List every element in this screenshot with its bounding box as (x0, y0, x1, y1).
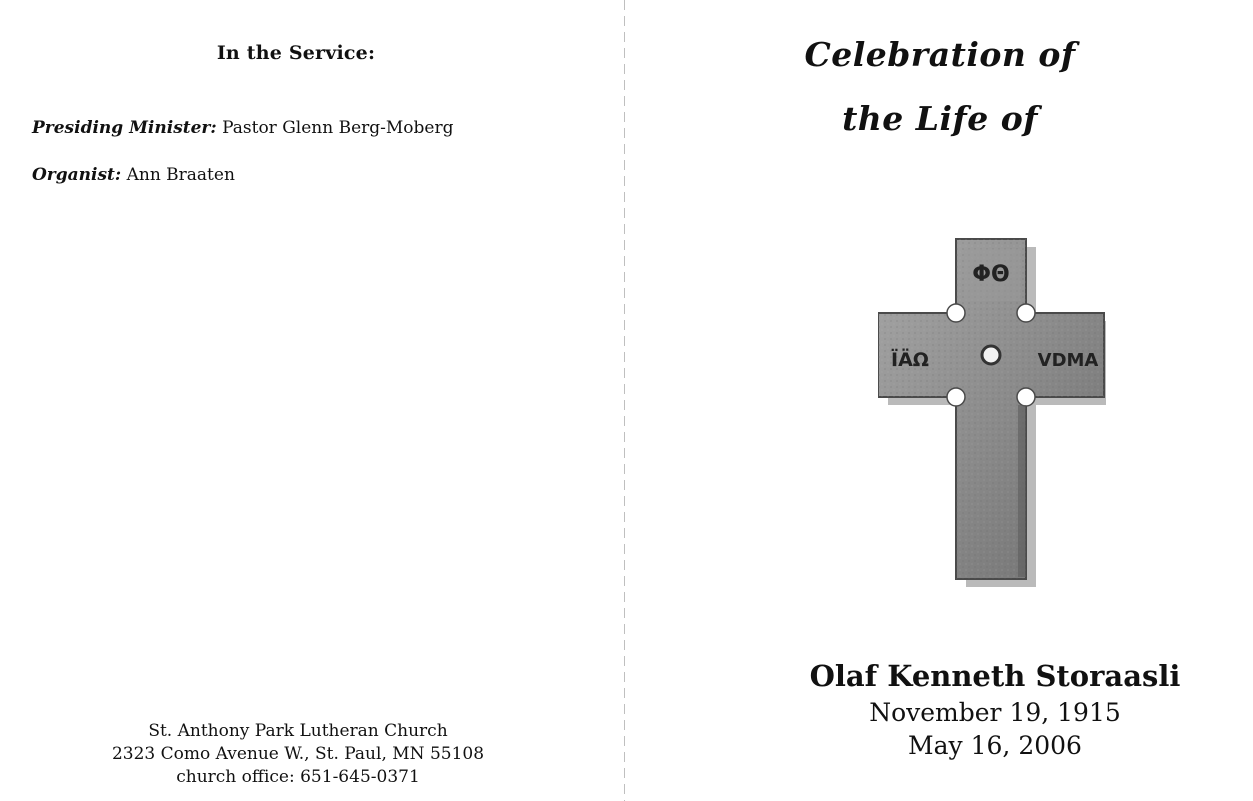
organist-line (32, 165, 235, 185)
deceased-name: Olaf Kenneth Storaasli (809, 659, 1181, 693)
presiding-minister-name: Pastor Glenn Berg-Moberg (222, 118, 454, 138)
right-page (627, 0, 1253, 801)
left-page (0, 0, 624, 801)
cover-title-line-2: the Life of (842, 99, 1038, 138)
presiding-minister-line (32, 118, 454, 138)
cross-inscription-right: VDMA (1037, 350, 1099, 371)
church-office-phone: church office: 651-645-0371 (176, 767, 420, 787)
organist-name: Ann Braaten (126, 165, 235, 185)
cross-icon (878, 235, 1106, 587)
death-date: May 16, 2006 (908, 731, 1082, 760)
cross-inscription-left: ΪÄΩ (891, 349, 929, 371)
center-fold (624, 0, 625, 801)
church-name: St. Anthony Park Lutheran Church (148, 721, 448, 741)
organist-label: Organist: (32, 165, 122, 185)
wooden-cross-image (878, 235, 1106, 587)
service-heading: In the Service: (216, 42, 376, 64)
presiding-minister-label: Presiding Minister: (32, 118, 217, 138)
church-address: 2323 Como Avenue W., St. Paul, MN 55108 (111, 744, 485, 764)
cover-title-line-1: Celebration of (804, 35, 1076, 74)
church-info (0, 720, 596, 789)
cross-inscription-top: ΦΘ (972, 262, 1010, 287)
birth-date: November 19, 1915 (869, 698, 1121, 727)
